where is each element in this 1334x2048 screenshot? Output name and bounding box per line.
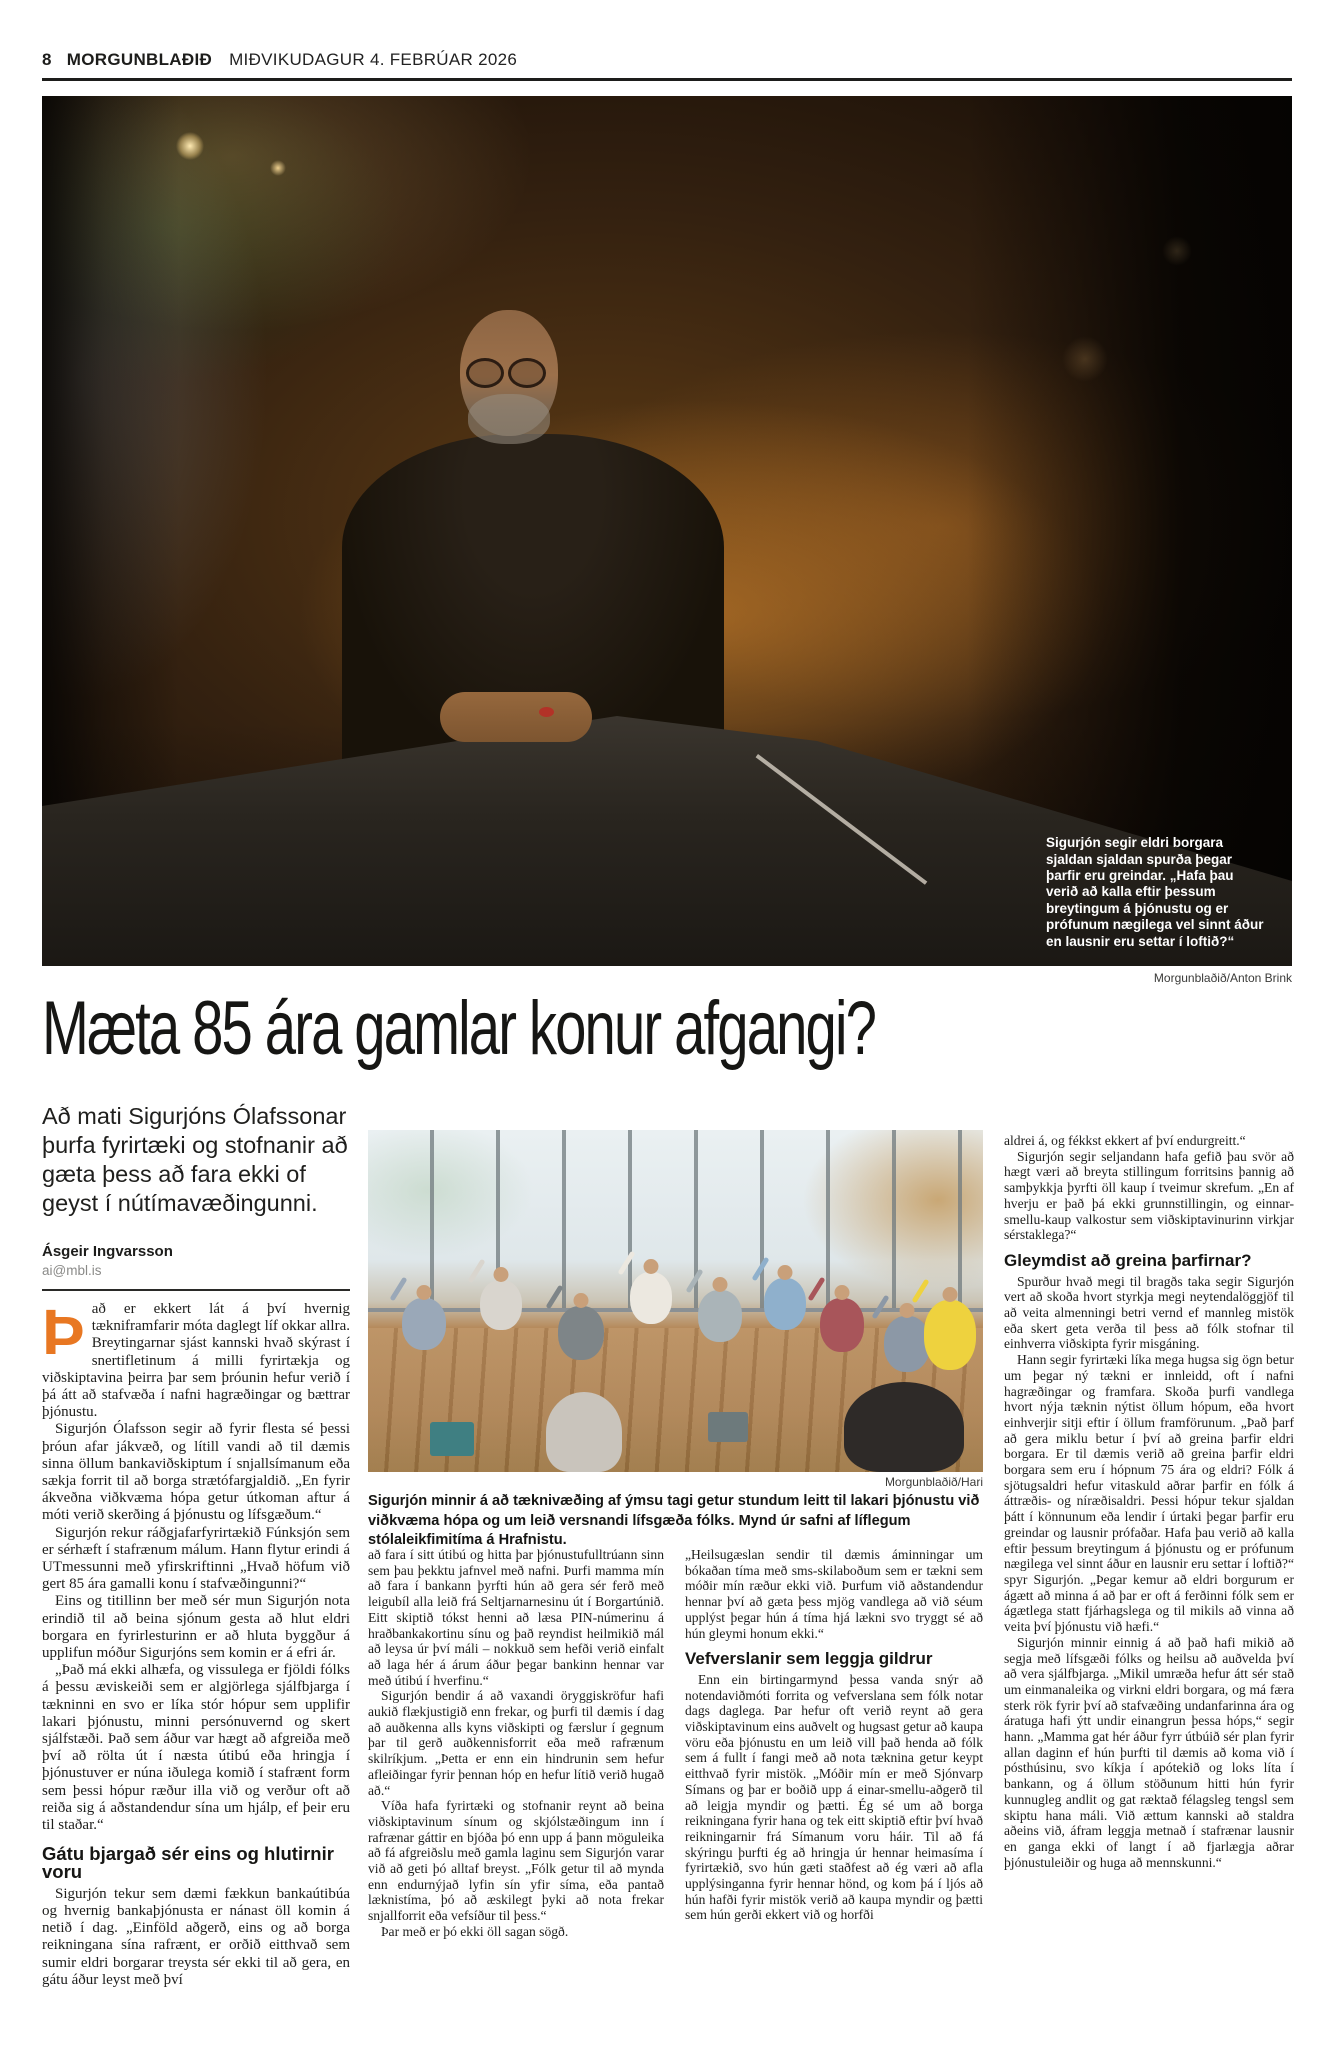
glasses-icon: [466, 358, 504, 388]
person: [558, 1306, 604, 1360]
chair: [430, 1422, 474, 1456]
hero-photo-caption: Sigurjón segir eldri borgara sjaldan sjaldan spurða þegar þarfir eru greindar. „Hafa þau verið að kalla eftir þessum breytingum á þjónustu og er prófunum nægilega vel sinnt áður en lausnir eru settar í loftið?“: [1046, 835, 1264, 949]
bokeh-light: [1162, 236, 1192, 266]
exercise-photo-credit: Morgunblaðið/Hari: [884, 1475, 983, 1489]
page-number: 8: [42, 50, 52, 69]
headline: Mæta 85 ára gamlar konur afgangi?: [42, 986, 876, 1071]
paragraph: Sigurjón segir seljandann hafa gefið þau svör að hægt væri að breyta stillingum forritsins þannig að samþykkja þyrfti öll kaup í tveimur skrefum. „En af hverju er það þá ekki grunnstillingin, og einnar-smellu-kaup valkostur sem viðskiptavinurinn virkjar sérstaklega?“: [1004, 1148, 1294, 1243]
bokeh-light: [1062, 336, 1108, 382]
person: [884, 1316, 930, 1372]
window-wall: [368, 1130, 983, 1312]
foreground-head: [546, 1392, 622, 1472]
drop-cap: Þ: [42, 1296, 85, 1368]
paragraph: Hann segir fyrirtæki líka mega hugsa sig ögn betur um þegar ný tækni er innleidd, oft í nafni hagræðingar og framfara. Skoða þurfi vandlega hvort nýja tæknin nýtist öllum hópum, eða hvort einhverjir sitji eftir í öllum framförunum. „Það þarf að gera miklu betur í því að greina þarfir eldri borgara. Er til dæmis verið að greina þarfir eldri borgara sem eru í hópnum 75 ára og eldri? Fólk á sjötugsaldri hefur vitaskuld aðrar þarfir en fólk á áttræðis- og níræðisaldri. Þessi hópur tekur sjaldan þátt í könnunum eða lendir í úrtaki þegar þarfir eru greindar og lausnir prófaðar. Hafa þau verið að kalla eftir þessum breytingum á þjónustu og er prófunum nægilega vel sinnt áður en lausnir eru settar í loftið?“ spyr Sigurjón. „Þegar kemur að eldri borgurum er ágætt að minna á að þar er oft á ferðinni fólk sem er ágætlega statt fjárhagslega og til mikils að vinna að veita því þjónustu við hæfi.“: [1004, 1352, 1294, 1635]
article-column-2: [368, 1547, 664, 2037]
person: [698, 1290, 742, 1342]
paragraph: „Það má ekki alhæfa, og vissulega er fjöldi fólks á þessu æviskeiði sem er algjörlega sjálfbjarga í tækninni en svo er líka stór hópur sem upplifir lakari þjónustu, minni persónuvernd og skert sjálfstæði. Það sem áður var hægt að afgreiða með því að rölta út í næsta útibú eða hringja í þjónustuver er núna iðulega komið í stafrænt form sem þessi hópur ræður illa við og verður oft að reiða sig á aðstandendur sína um hjálp, ef þeir eru til staðar.“: [42, 1662, 350, 1834]
paragraph: Enn ein birtingarmynd þessa vanda snýr að notendaviðmóti forrita og vefverslana sem fólk notar dags daglega. Þar hefur oft verið reynt að gera viðskiptavinum eins auðvelt og hugsast getur að kaupa vöru eða þjónustu en um leið vill það henda að fólk sem á fullt í fangi með að nota tæknina getur keypt eitthvað fyrir mistök. „Móðir mín er með Sjónvarp Símans og þar er boðið upp á einar-smellu-aðgerð til að leigja myndir og þætti. Ég sé um að borga reikningana fyrir hana og tek eitt skiptið eftir því hvað reikningarnir frá Símanum voru háir. Til að fá skýringu þurfti ég að hringja úr hennar heimasíma í fyrirtækið, svo hún gæti staðfest að ég væri að afla upplýsinganna fyrir hennar hönd, og kom þá í ljós að hún hafði fyrir mistök verið að kaupa myndir og þætti sem hún gerði ekkert við og horfði: [685, 1671, 983, 1923]
paragraph: Spurður hvað megi til bragðs taka segir Sigurjón vert að skoða hvort styrkja megi neytendalöggjöf til að veita almenningi betri vernd ef mannleg mistök eða skert geta verða til þess að fólk stofnar til einhverra viðskipta fyrir misgáning.: [1004, 1273, 1294, 1352]
person: [480, 1280, 522, 1330]
paragraph: Sigurjón bendir á að vaxandi öryggiskröfur hafi aukið flækjustigið enn frekar, og þurfi til dæmis í dag að auðkenna alls kyns viðskipti og færslur í gegnum þar til gerð auðkennisforrit eða með rafrænum skilríkjum. „Þetta er enn ein hindrunin sem hefur afleiðingar fyrir þennan hóp en hefur lítið verið hugað að.“: [368, 1688, 664, 1798]
person-yellow-shirt: [924, 1300, 976, 1370]
section-subhead: Gátu bjargað sér eins og hlutirnir voru: [42, 1843, 334, 1882]
paragraph: Sigurjón rekur ráðgjafarfyrirtækið Fúnksjón sem er sérhæft í stafrænum málum. Hann flytur erindi á UTmessunni með yfirskriftinni „Hvað höfum við gert 85 ára gamalli konu í stafvæðingunni?“: [42, 1524, 350, 1593]
byline-divider: [42, 1289, 350, 1291]
section-subhead: Vefverslanir sem leggja gildrur: [685, 1649, 933, 1669]
person: [402, 1298, 446, 1350]
exercise-class-photo: [368, 1130, 983, 1472]
article-column-3: [685, 1547, 983, 2037]
paragraph: „Heilsugæslan sendir til dæmis áminningar um bókaðan tíma með sms-skilaboðum sem er tækni sem móðir mín ræður ekki við. Þurfum við aðstandendur hennar því að gæta þess mjög vandlega að við séum upplýst þegar hún á tíma hjá lækni svo tryggt sé að hún gleymi honum ekki.“: [685, 1547, 983, 1641]
portrait-hands: [440, 692, 592, 742]
paragraph: aldrei á, og fékkst ekkert af því endurgreitt.“: [1004, 1133, 1246, 1148]
brand-logo: MORGUNBLAÐIÐ: [66, 50, 213, 69]
chair: [708, 1412, 748, 1442]
paragraph: Víða hafa fyrirtæki og stofnanir reynt að beina viðskiptavinum sínum og skjólstæðingum inn í rafrænar gáttir en bjóða þó enn upp á þann möguleika að fá afgreiðslu með gamla laginu sem Sigurjón varar við að geti þó alltaf breyst. „Fólk getur til að mynda enn endurnýjað lyfin sín yfir síma, eða pantað læknistíma, þó að æskilegt þyki að nota frekar snjallforrit eða vefsíður til þess.“: [368, 1798, 664, 1924]
person: [820, 1298, 864, 1352]
paragraph: Þar með er þó ekki öll sagan sögð.: [381, 1923, 569, 1939]
page-header: [42, 50, 1292, 70]
article-column-1: [42, 1296, 350, 2036]
foreground-head: [844, 1382, 964, 1472]
paragraph: Það er ekkert lát á því hvernig tækniframfarir móta daglegt líf okkar allra. Breytingarnar sjást kannski hvað skýrast í snertifletinum á milli fyrirtækja og viðskiptavina þeirra þar sem þróunin hefur verið í þá átt að stafvæða í nafni hagræðingar og bættrar þjónustu.: [42, 1296, 350, 1421]
paragraph: Sigurjón tekur sem dæmi fækkun bankaútibúa og hvernig bankaþjónusta er nánast öll komin á netið í dag. „Einföld aðgerð, eins og að borga reikningana sína rafrænt, er orðið eitthvað sem sumir eldri borgarar treysta sér ekki til að gera, en gátu áður leyst með því: [42, 1885, 350, 1988]
portrait-beard: [468, 394, 550, 444]
hero-photo: [42, 96, 1292, 966]
paragraph: Sigurjón Ólafsson segir að fyrir flesta sé þessi þróun afar jákvæð, og lítill vandi að til dæmis sinna öllum bankaviðskiptum í snjallsímanum eða sækja forrit til að borga strætófargjaldið. „En fyrir ákveðna viðkvæma hópa getur útkoman aftur á móti verið skerðing á þjónustu og lífsgæðum.“: [42, 1421, 350, 1524]
byline-email: ai@mbl.is: [42, 1263, 102, 1278]
hero-photo-credit: Morgunblaðið/Anton Brink: [1153, 971, 1292, 985]
exercise-photo-caption: Sigurjón minnir á að tæknivæðing af ýmsu tagi getur stundum leitt til lakari þjónustu við viðkvæma hópa og um leið versnandi lífsgæða fólks. Mynd úr safni af líflegum stólaleikfimitíma á Hrafnistu.: [368, 1493, 980, 1548]
byline: [42, 1243, 350, 1278]
standfirst: Að mati Sigurjóns Ólafssonar þurfa fyrirtæki og stofnanir að gæta þess að fara ekki of geyst í nútímavæðingunni.: [42, 1103, 348, 1216]
paragraph: að fara í sitt útibú og hitta þar þjónustufulltrúann sinn sem þau þekktu jafnvel með nafni. Þurfi mamma mín að fara í bankann þyrfti hún að gera sér ferð með leigubíl alla leið frá Seltjarnarnesinu út í Borgartúnið. Eitt skiptið tókst henni að læsa PIN-númerinu á hraðbankakortinu sínu og það reyndist heilmikið mál að leysa úr því máli – nokkuð sem hefði verið einfalt að laga hér á árum áður þegar bankinn hennar var með útibú í hverfinu.“: [368, 1547, 664, 1688]
glasses-icon: [508, 358, 546, 388]
header-divider: [42, 78, 1292, 81]
issue-date: MIÐVIKUDAGUR 4. FEBRÚAR 2026: [229, 50, 518, 69]
person: [764, 1278, 806, 1330]
person: [630, 1272, 672, 1324]
paragraph: Eins og titillinn ber með sér mun Sigurjón nota erindið til að beina sjónum gesta að hlut eldri borgara en fyrirlesturinn er að hluta byggður á upplifun móður Sigurjóns sem komin er á efri ár.: [42, 1593, 350, 1662]
red-bracelet: [539, 707, 554, 717]
section-subhead: Gleymdist að greina þarfirnar?: [1004, 1250, 1252, 1270]
byline-author: Ásgeir Ingvarsson: [42, 1243, 173, 1260]
paragraph: Sigurjón minnir einnig á að það hafi mikið að segja með lífsgæði fólks og heilsu að auðvelda því að vera sjálfbjarga. „Mikil umræða hefur átt sér stað um einmanaleika og virkni eldri borgara, og má færa sterk rök fyrir því að stafvæðing undanfarinna ára og áratuga hafi ýtt undir einangrun þessa hóps,“ segir hann. „Mamma gat hér áður fyrr útbúið sér plan fyrir allan daginn ef hún þurfti til dæmis að koma við í pósthúsinu, svo kíkja í apótekið og loks líta í bankann, og á öllum stöðunum hitti hún fyrir kunnugleg andlit og gat ræktað félagsleg tengsl sem skiptu hana máli. Við ættum kannski að staldra aðeins við, áfram leggja metnað í stafrænar lausnir en ganga ekki of langt í að fjarlægja aðrar þjónustuleiðir og huga að mennskunni.“: [1004, 1634, 1294, 1870]
article-column-4: [1004, 1133, 1294, 2038]
